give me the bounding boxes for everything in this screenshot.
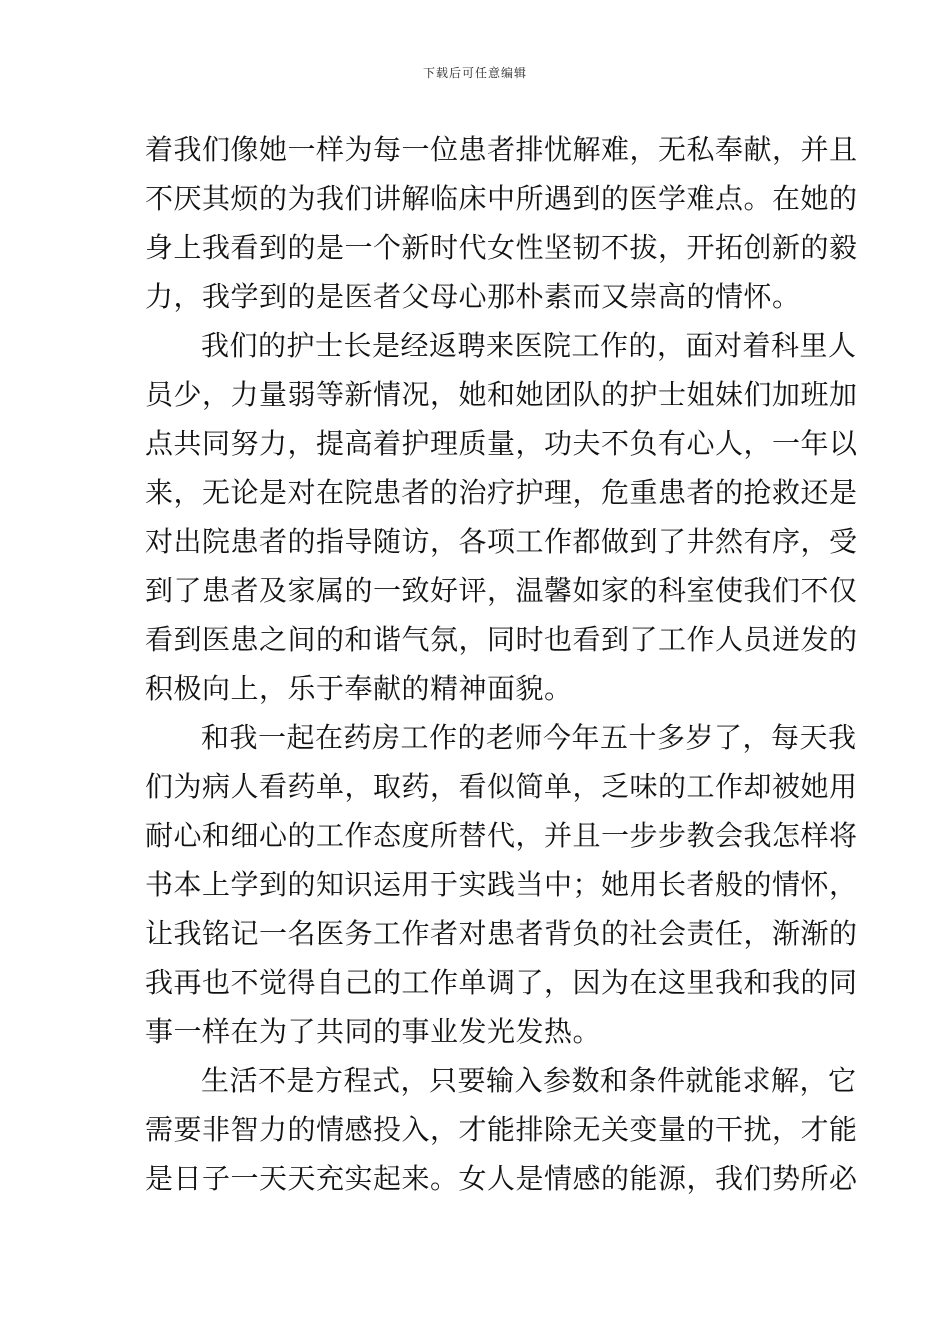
text-line: 们为病人看药单，取药，看似简单，乏味的工作却被她用 bbox=[145, 770, 858, 803]
paragraph-first-line: 和我一起在药房工作的老师今年五十多岁了，每天我 bbox=[201, 721, 857, 754]
text-line: 需要非智力的情感投入，才能排除无关变量的干扰，才能 bbox=[145, 1113, 858, 1146]
text-line: 让我铭记一名医务工作者对患者背负的社会责任，渐渐的 bbox=[145, 917, 858, 950]
text-line: 不厌其烦的为我们讲解临床中所遇到的医学难点。在她的 bbox=[145, 182, 858, 215]
text-line: 书本上学到的知识运用于实践当中；她用长者般的情怀， bbox=[145, 868, 858, 901]
text-line: 到了患者及家属的一致好评，温馨如家的科室使我们不仅 bbox=[145, 574, 858, 607]
text-line: 对出院患者的指导随访，各项工作都做到了井然有序，受 bbox=[145, 525, 858, 558]
text-line: 事一样在为了共同的事业发光发热。 bbox=[145, 1015, 602, 1048]
text-line: 是日子一天天充实起来。女人是情感的能源，我们势所必 bbox=[145, 1162, 858, 1195]
text-line: 积极向上，乐于奉献的精神面貌。 bbox=[145, 672, 573, 705]
paragraph-first-line: 我们的护士长是经返聘来医院工作的，面对着科里人 bbox=[201, 329, 857, 362]
text-line: 耐心和细心的工作态度所替代，并且一步步教会我怎样将 bbox=[145, 819, 858, 852]
text-line: 点共同努力，提高着护理质量，功夫不负有心人，一年以 bbox=[145, 427, 858, 460]
paragraph-first-line: 生活不是方程式，只要输入参数和条件就能求解，它 bbox=[201, 1064, 857, 1097]
text-line: 身上我看到的是一个新时代女性坚韧不拔，开拓创新的毅 bbox=[145, 231, 858, 264]
text-line: 员少，力量弱等新情况，她和她团队的护士姐妹们加班加 bbox=[145, 378, 858, 411]
text-line: 力，我学到的是医者父母心那朴素而又崇高的情怀。 bbox=[145, 280, 801, 313]
page-header: 下载后可任意编辑 bbox=[422, 66, 527, 80]
text-line: 来，无论是对在院患者的治疗护理，危重患者的抢救还是 bbox=[145, 476, 858, 509]
text-line: 看到医患之间的和谐气氛，同时也看到了工作人员迸发的 bbox=[145, 623, 858, 656]
text-line: 我再也不觉得自己的工作单调了，因为在这里我和我的同 bbox=[145, 966, 858, 999]
text-line: 着我们像她一样为每一位患者排忧解难，无私奉献，并且 bbox=[145, 133, 858, 166]
